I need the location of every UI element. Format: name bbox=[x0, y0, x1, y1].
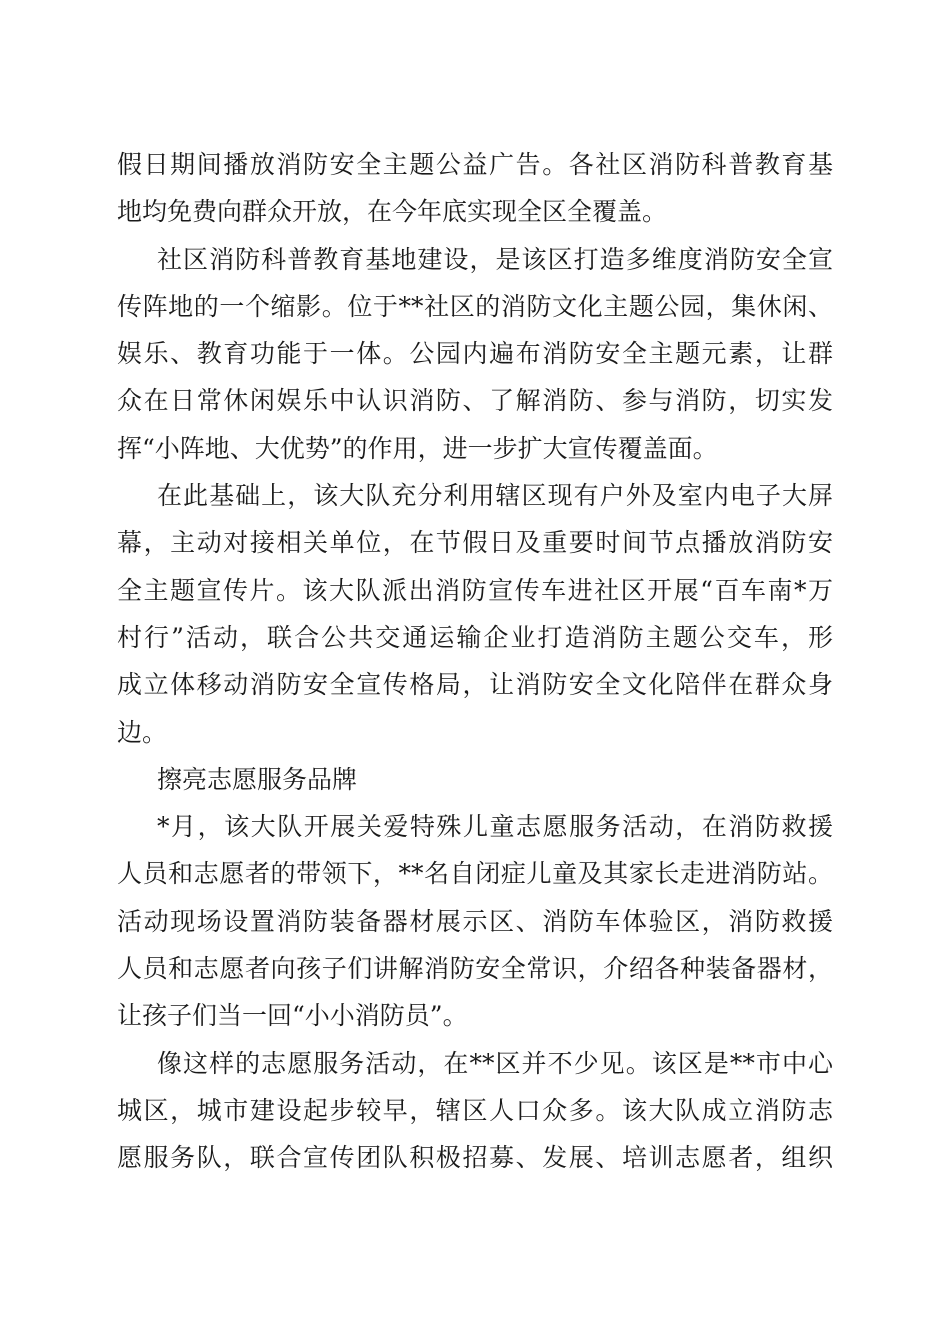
text-line: 众在日常休闲娱乐中认识消防、了解消防、参与消防，切实发 bbox=[117, 386, 833, 416]
text-line: 城区，城市建设起步较早，辖区人口众多。该大队成立消防志 bbox=[117, 1095, 833, 1125]
text-line: 让孩子们当一回“小小消防员”。 bbox=[117, 1001, 468, 1031]
paragraph-start-line: 像这样的志愿服务活动，在**区并不少见。该区是**市中心 bbox=[157, 1048, 833, 1078]
document-page bbox=[117, 141, 833, 1182]
text-line: 全主题宣传片。该大队派出消防宣传车进社区开展“百车南*万 bbox=[117, 575, 833, 605]
section-heading: 擦亮志愿服务品牌 bbox=[157, 764, 358, 794]
text-line: 挥“小阵地、大优势”的作用，进一步扩大宣传覆盖面。 bbox=[117, 433, 718, 463]
text-line: 地均免费向群众开放，在今年底实现全区全覆盖。 bbox=[117, 197, 668, 227]
paragraph-start-line: 在此基础上，该大队充分利用辖区现有户外及室内电子大屏 bbox=[157, 481, 833, 511]
text-line: 传阵地的一个缩影。位于**社区的消防文化主题公园，集休闲、 bbox=[117, 291, 833, 321]
text-line: 娱乐、教育功能于一体。公园内遍布消防安全主题元素，让群 bbox=[117, 339, 833, 369]
text-line: 愿服务队，联合宣传团队积极招募、发展、培训志愿者，组织 bbox=[117, 1143, 833, 1173]
text-line: 人员和志愿者向孩子们讲解消防安全常识，介绍各种装备器材， bbox=[117, 954, 833, 984]
text-line: 幕，主动对接相关单位，在节假日及重要时间节点播放消防安 bbox=[117, 528, 833, 558]
text-line: 假日期间播放消防安全主题公益广告。各社区消防科普教育基 bbox=[117, 150, 833, 179]
text-line: 人员和志愿者的带领下，**名自闭症儿童及其家长走进消防站。 bbox=[117, 859, 833, 889]
paragraph-start-line: *月，该大队开展关爱特殊儿童志愿服务活动，在消防救援 bbox=[157, 812, 833, 842]
text-line: 成立体移动消防安全宣传格局，让消防安全文化陪伴在群众身 bbox=[117, 670, 833, 700]
text-line: 边。 bbox=[117, 717, 168, 747]
paragraph-start-line: 社区消防科普教育基地建设，是该区打造多维度消防安全宣 bbox=[157, 244, 833, 274]
text-line: 活动现场设置消防装备器材展示区、消防车体验区，消防救援 bbox=[117, 906, 833, 936]
text-line: 村行”活动，联合公共交通运输企业打造消防主题公交车，形 bbox=[117, 622, 833, 652]
